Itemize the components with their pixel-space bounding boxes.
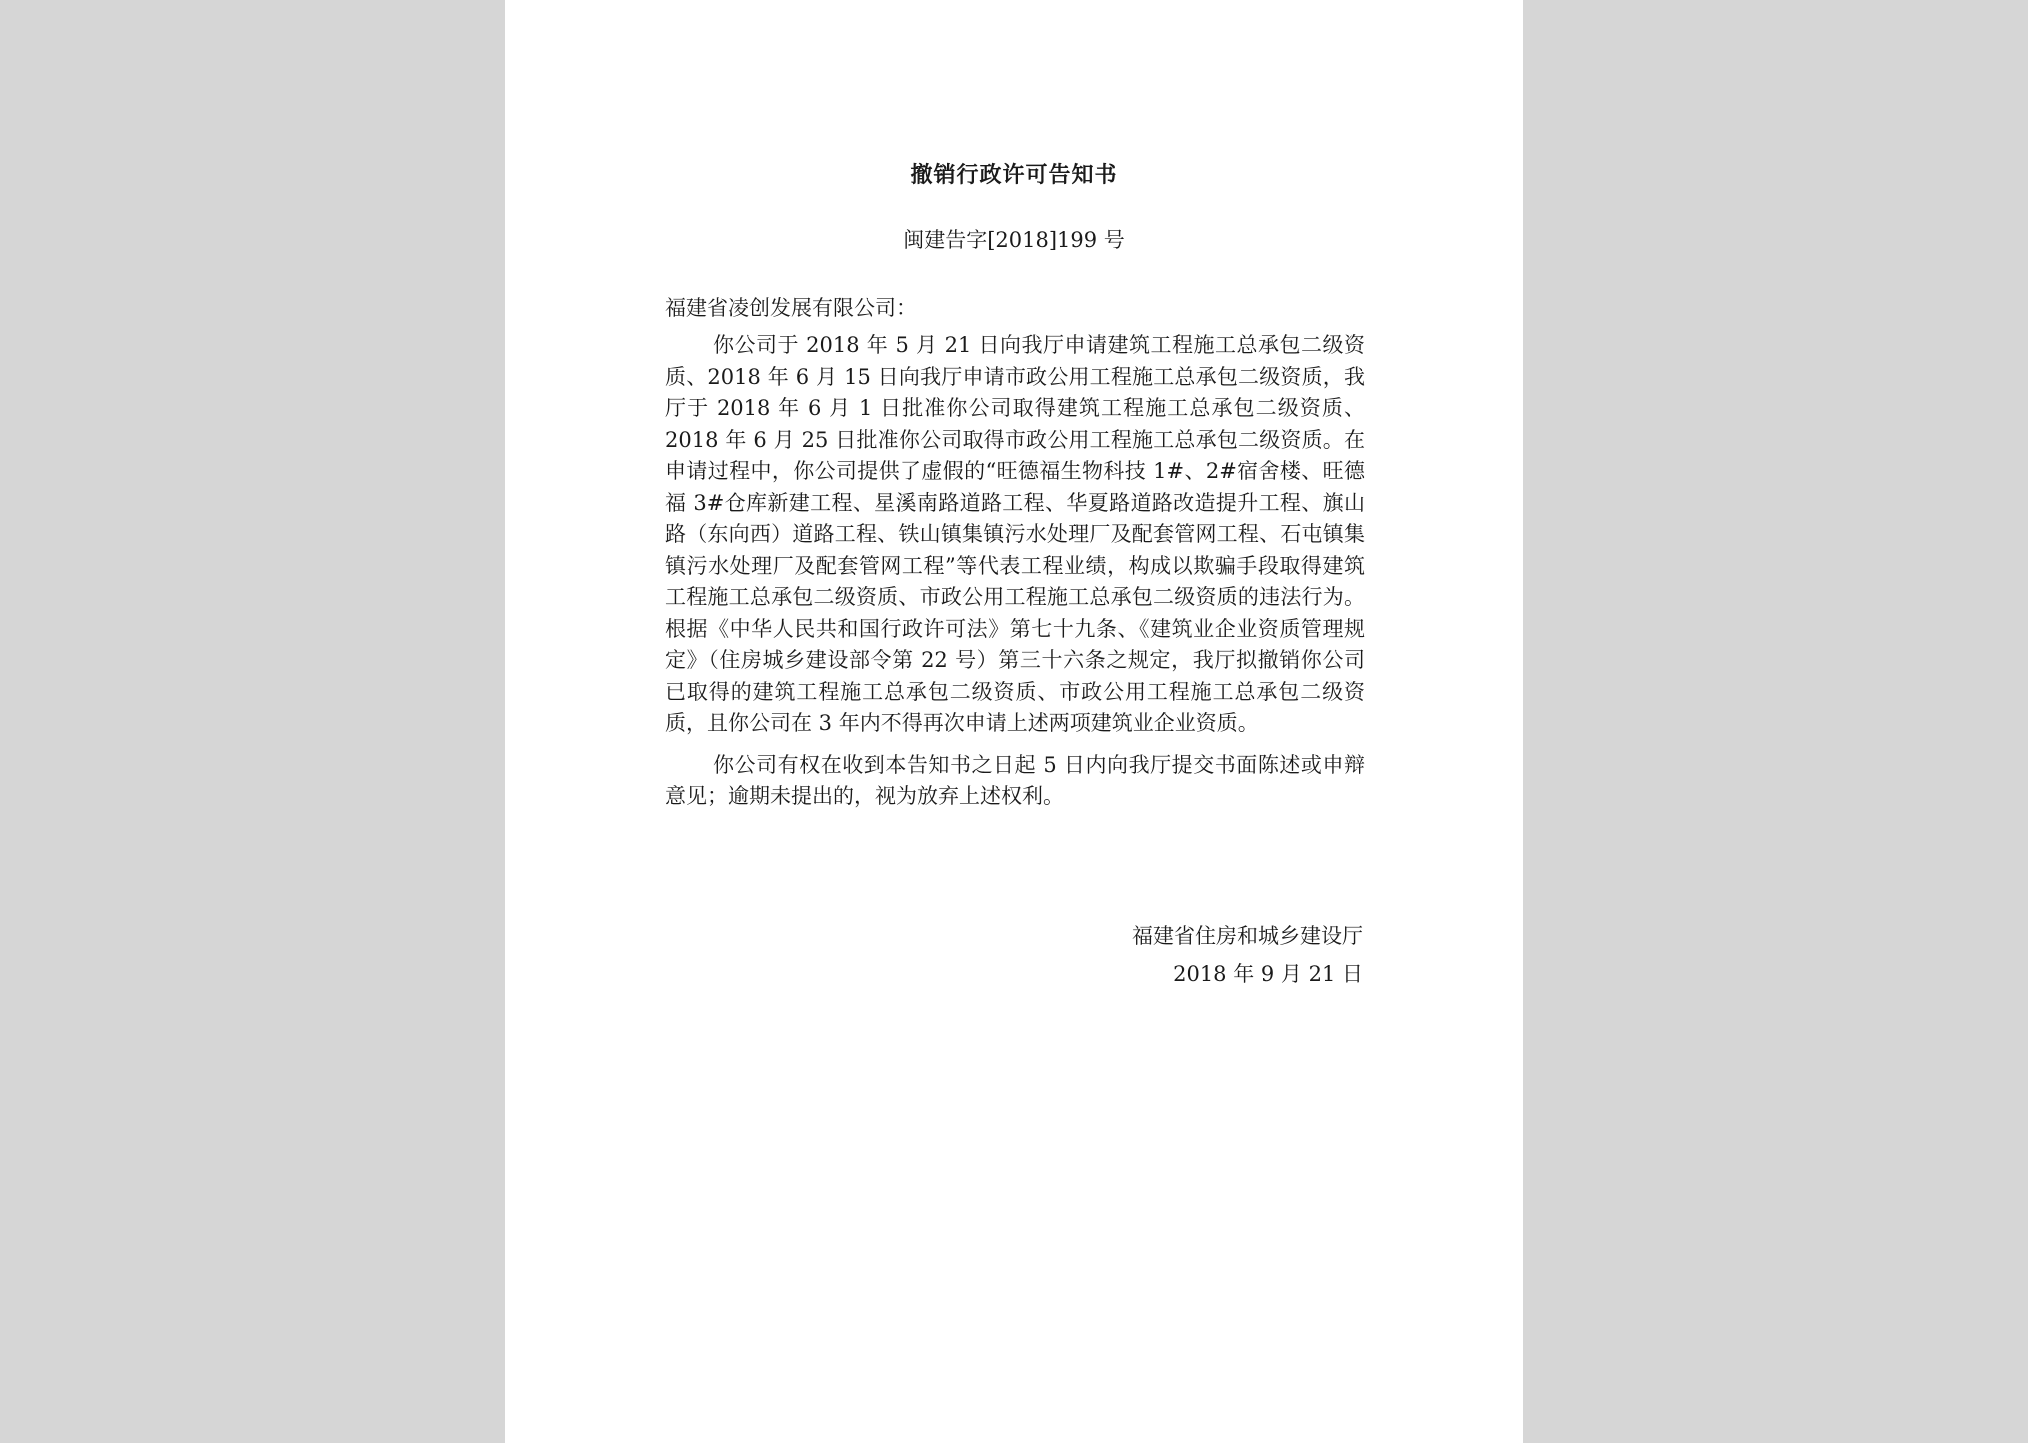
addressee: 福建省凌创发展有限公司： <box>665 296 917 320</box>
body-paragraph: 你公司于 2018 年 5 月 21 日向我厅申请建筑工程施工总承包二级资质、2018 年 6 月 15 日向我厅申请市政公用工程施工总承包二级资质，我厅于 2018 年 6 月 1 日批准你公司取得建筑工程施工总承包二级资质、2018 年 6 月 25 日批准你公司取得市政公用工程施工总承包二级资质。在申请过程中，你公司提供了虚假的“旺德福生物科技 1#、2#宿舍楼、旺德福 3#仓库新建工程、星溪南路道路工程、华夏路道路改造提升工程、旗山路（东向西）道路工程、铁山镇集镇污水处理厂及配套管网工程、石屯镇集镇污水处理厂及配套管网工程”等代表工程业绩，构成以欺骗手段取得建筑工程施工总承包二级资质、市政公用工程施工总承包二级资质的违法行为。根据《中华人民共和国行政许可法》第七十九条、《建筑业企业资质管理规定》（住房城乡建设部令第 22 号）第三十六条之规定，我厅拟撤销你公司已取得的建筑工程施工总承包二级资质、市政公用工程施工总承包二级资质，且你公司在 3 年内不得再次申请上述两项建筑业企业资质。 <box>665 333 1365 735</box>
body-paragraph: 你公司有权在收到本告知书之日起 5 日内向我厅提交书面陈述或申辩意见；逾期未提出的，视为放弃上述权利。 <box>665 752 1365 808</box>
document-number: 闽建告字[2018]199 号 <box>903 228 1125 252</box>
document-title: 撤销行政许可告知书 <box>910 162 1118 188</box>
signer-organization: 福建省住房和城乡建设厅 <box>1132 924 1363 948</box>
signing-date: 2018 年 9 月 21 日 <box>1173 962 1363 986</box>
document-body <box>665 330 1365 823</box>
document-page <box>505 0 1523 1443</box>
